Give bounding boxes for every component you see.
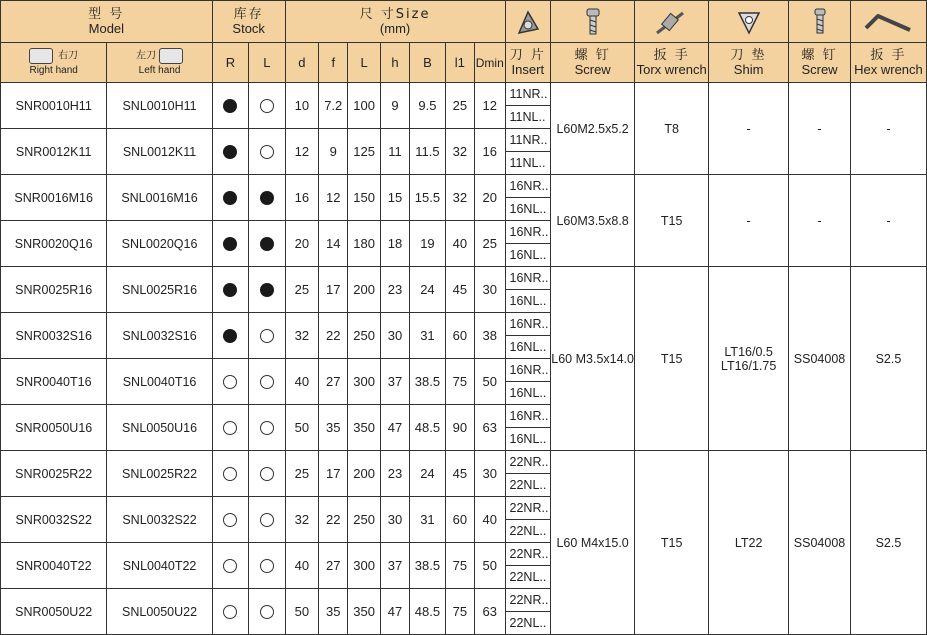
size-l_len: 350 <box>348 589 380 635</box>
size-f: 7.2 <box>319 83 348 129</box>
out-of-stock-dot <box>223 605 237 619</box>
model-left: SNL0032S22 <box>107 497 212 543</box>
right-hand-cn: 右刀 <box>58 50 79 62</box>
in-stock-dot <box>260 237 274 251</box>
left-hand-header <box>107 43 212 83</box>
size-d: 16 <box>285 175 318 221</box>
screw2-value: SS04008 <box>789 267 851 451</box>
size-l1: 40 <box>445 221 474 267</box>
col-header-f: f <box>319 43 348 83</box>
out-of-stock-dot <box>260 421 274 435</box>
size-d: 50 <box>285 405 318 451</box>
model-left: SNL0040T16 <box>107 359 212 405</box>
hex-value: - <box>850 83 926 175</box>
insert-left: 22NL.. <box>505 566 551 589</box>
model-right: SNR0025R16 <box>1 267 107 313</box>
model-right: SNR0032S22 <box>1 497 107 543</box>
model-right: SNR0020Q16 <box>1 221 107 267</box>
model-header-cn: 型 号 <box>88 6 125 22</box>
in-stock-dot <box>223 99 237 113</box>
stock-l <box>249 175 285 221</box>
model-right: SNR0050U22 <box>1 589 107 635</box>
size-l1: 32 <box>445 175 474 221</box>
size-dmin: 50 <box>475 359 505 405</box>
stock-l <box>249 451 285 497</box>
screw-value: L60 M4x15.0 <box>551 451 635 635</box>
torx-value: T15 <box>635 451 709 635</box>
shim-value <box>709 267 789 451</box>
out-of-stock-dot <box>260 99 274 113</box>
shim-value-line: - <box>746 213 751 228</box>
in-stock-dot <box>223 329 237 343</box>
size-d: 25 <box>285 451 318 497</box>
size-l1: 60 <box>445 497 474 543</box>
insert-right: 22NR.. <box>505 589 551 612</box>
stock-r <box>212 129 248 175</box>
shim-icon-cell <box>709 1 789 43</box>
size-b: 31 <box>410 313 445 359</box>
hex-header-cn: 扳 手 <box>870 47 907 63</box>
size-l_len: 125 <box>348 129 380 175</box>
size-header-label: 尺 寸Size <box>359 6 431 22</box>
screw2-header-cn: 螺 钉 <box>801 47 838 63</box>
hex-header-en: Hex wrench <box>854 61 923 77</box>
size-f: 17 <box>319 267 348 313</box>
insert-left: 11NL.. <box>505 106 551 129</box>
model-left: SNL0040T22 <box>107 543 212 589</box>
insert-left: 11NL.. <box>505 152 551 175</box>
torx-wrench-icon <box>651 7 693 37</box>
shim-value <box>709 175 789 267</box>
size-l1: 32 <box>445 129 474 175</box>
screw-value: L60 M3.5x14.0 <box>551 267 635 451</box>
shim-header-en: Shim <box>733 61 764 77</box>
out-of-stock-dot <box>260 375 274 389</box>
size-dmin: 40 <box>475 497 505 543</box>
size-h: 30 <box>380 313 409 359</box>
insert-left: 16NL.. <box>505 336 551 359</box>
model-right: SNR0012K11 <box>1 129 107 175</box>
model-left: SNL0016M16 <box>107 175 212 221</box>
in-stock-dot <box>223 283 237 297</box>
insert-header-en: Insert <box>511 61 545 77</box>
torx-header-en: Torx wrench <box>636 61 707 77</box>
stock-header-en: Stock <box>232 20 265 36</box>
shim-icon <box>734 7 764 37</box>
size-l1: 45 <box>445 451 474 497</box>
size-b: 24 <box>410 451 445 497</box>
size-b: 9.5 <box>410 83 445 129</box>
out-of-stock-dot <box>260 605 274 619</box>
size-l_len: 200 <box>348 451 380 497</box>
screw2-header-en: Screw <box>801 61 838 77</box>
size-d: 40 <box>285 543 318 589</box>
size-d: 50 <box>285 589 318 635</box>
size-dmin: 50 <box>475 543 505 589</box>
insert-right: 22NR.. <box>505 451 551 474</box>
in-stock-dot <box>223 237 237 251</box>
in-stock-dot <box>260 191 274 205</box>
screw2-value: SS04008 <box>789 451 851 635</box>
size-l_len: 250 <box>348 313 380 359</box>
in-stock-dot <box>223 191 237 205</box>
size-l_len: 180 <box>348 221 380 267</box>
out-of-stock-dot <box>260 513 274 527</box>
size-l_len: 300 <box>348 359 380 405</box>
model-right: SNR0032S16 <box>1 313 107 359</box>
size-l_len: 100 <box>348 83 380 129</box>
size-l_len: 350 <box>348 405 380 451</box>
size-h: 11 <box>380 129 409 175</box>
size-h: 9 <box>380 83 409 129</box>
stock-r <box>212 175 248 221</box>
hex-header <box>850 43 926 83</box>
out-of-stock-dot <box>260 467 274 481</box>
size-l_len: 300 <box>348 543 380 589</box>
insert-left: 16NL.. <box>505 382 551 405</box>
insert-left: 22NL.. <box>505 612 551 635</box>
stock-r <box>212 451 248 497</box>
size-b: 38.5 <box>410 543 445 589</box>
insert-header-cn: 刀 片 <box>509 47 546 63</box>
size-f: 35 <box>319 589 348 635</box>
size-dmin: 38 <box>475 313 505 359</box>
shim-value <box>709 451 789 635</box>
size-h: 37 <box>380 359 409 405</box>
size-f: 12 <box>319 175 348 221</box>
insert-icon-cell <box>505 1 551 43</box>
insert-left: 16NL.. <box>505 290 551 313</box>
stock-header <box>212 1 285 43</box>
size-b: 48.5 <box>410 405 445 451</box>
size-dmin: 30 <box>475 451 505 497</box>
out-of-stock-dot <box>260 145 274 159</box>
size-h: 37 <box>380 543 409 589</box>
size-d: 10 <box>285 83 318 129</box>
model-left: SNL0010H11 <box>107 83 212 129</box>
size-dmin: 20 <box>475 175 505 221</box>
screw-value: L60M2.5x5.2 <box>551 83 635 175</box>
insert-left: 22NL.. <box>505 474 551 497</box>
size-dmin: 63 <box>475 589 505 635</box>
size-l1: 90 <box>445 405 474 451</box>
insert-right: 16NR.. <box>505 359 551 382</box>
size-b: 24 <box>410 267 445 313</box>
size-b: 15.5 <box>410 175 445 221</box>
screw-icon-cell <box>551 1 635 43</box>
right-hand-header <box>1 43 107 83</box>
screw-header-cn: 螺 钉 <box>574 47 611 63</box>
size-f: 22 <box>319 497 348 543</box>
size-d: 20 <box>285 221 318 267</box>
size-f: 27 <box>319 543 348 589</box>
stock-r <box>212 359 248 405</box>
screw2-icon-cell <box>789 1 851 43</box>
model-right: SNR0040T16 <box>1 359 107 405</box>
torx-value: T8 <box>635 83 709 175</box>
size-d: 40 <box>285 359 318 405</box>
in-stock-dot <box>260 283 274 297</box>
screw2-header <box>789 43 851 83</box>
model-left: SNL0025R16 <box>107 267 212 313</box>
torx-wrench-icon-cell <box>635 1 709 43</box>
out-of-stock-dot <box>260 329 274 343</box>
size-d: 32 <box>285 497 318 543</box>
model-header-en: Model <box>88 20 125 36</box>
size-f: 17 <box>319 451 348 497</box>
size-h: 23 <box>380 267 409 313</box>
model-right: SNR0016M16 <box>1 175 107 221</box>
size-header-unit: (mm) <box>379 20 411 36</box>
insert-left: 16NL.. <box>505 244 551 267</box>
out-of-stock-dot <box>223 559 237 573</box>
stock-r <box>212 267 248 313</box>
size-h: 23 <box>380 451 409 497</box>
size-dmin: 63 <box>475 405 505 451</box>
stock-l <box>249 267 285 313</box>
stock-l <box>249 497 285 543</box>
model-left: SNL0050U16 <box>107 405 212 451</box>
stock-r <box>212 589 248 635</box>
table-row <box>1 175 927 198</box>
size-f: 27 <box>319 359 348 405</box>
model-left: SNL0032S16 <box>107 313 212 359</box>
model-right: SNR0025R22 <box>1 451 107 497</box>
model-left: SNL0025R22 <box>107 451 212 497</box>
size-d: 32 <box>285 313 318 359</box>
insert-right: 11NR.. <box>505 129 551 152</box>
out-of-stock-dot <box>223 375 237 389</box>
stock-l <box>249 221 285 267</box>
stock-l <box>249 405 285 451</box>
table-row <box>1 451 927 474</box>
right-hand-en: Right hand <box>29 64 78 76</box>
insert-right: 16NR.. <box>505 267 551 290</box>
stock-r <box>212 405 248 451</box>
col-header-dmin: Dmin <box>475 43 505 83</box>
size-l1: 25 <box>445 83 474 129</box>
screw2-value: - <box>789 175 851 267</box>
size-l1: 75 <box>445 543 474 589</box>
size-b: 11.5 <box>410 129 445 175</box>
size-l1: 75 <box>445 589 474 635</box>
insert-right: 22NR.. <box>505 543 551 566</box>
stock-l <box>249 129 285 175</box>
shim-header-cn: 刀 垫 <box>730 47 767 63</box>
size-l_len: 150 <box>348 175 380 221</box>
size-dmin: 16 <box>475 129 505 175</box>
right-hand-tool-icon <box>29 48 53 64</box>
size-b: 31 <box>410 497 445 543</box>
model-right: SNR0040T22 <box>1 543 107 589</box>
size-dmin: 25 <box>475 221 505 267</box>
size-f: 9 <box>319 129 348 175</box>
insert-right: 11NR.. <box>505 83 551 106</box>
insert-right: 16NR.. <box>505 221 551 244</box>
insert-left: 16NL.. <box>505 198 551 221</box>
size-dmin: 12 <box>475 83 505 129</box>
shim-header <box>709 43 789 83</box>
shim-value-line: LT16/1.75 <box>720 358 777 373</box>
stock-r <box>212 221 248 267</box>
size-f: 22 <box>319 313 348 359</box>
size-l1: 60 <box>445 313 474 359</box>
size-h: 18 <box>380 221 409 267</box>
shim-value <box>709 83 789 175</box>
torx-header <box>635 43 709 83</box>
stock-r <box>212 83 248 129</box>
stock-l <box>249 83 285 129</box>
table-row <box>1 267 927 290</box>
col-header-h: h <box>380 43 409 83</box>
screw-icon <box>583 7 603 37</box>
stock-r <box>212 497 248 543</box>
out-of-stock-dot <box>260 559 274 573</box>
insert-right: 22NR.. <box>505 497 551 520</box>
col-header-length: L <box>348 43 380 83</box>
left-hand-en: Left hand <box>138 64 181 76</box>
table-row <box>1 83 927 106</box>
torx-value: T15 <box>635 267 709 451</box>
model-right: SNR0010H11 <box>1 83 107 129</box>
stock-l <box>249 589 285 635</box>
col-header-b: B <box>410 43 445 83</box>
in-stock-dot <box>223 145 237 159</box>
torx-value: T15 <box>635 175 709 267</box>
col-header-d: d <box>285 43 318 83</box>
torx-header-cn: 扳 手 <box>653 47 690 63</box>
insert-right: 16NR.. <box>505 175 551 198</box>
size-h: 47 <box>380 405 409 451</box>
stock-l <box>249 543 285 589</box>
stock-r <box>212 313 248 359</box>
hex-value: S2.5 <box>850 451 926 635</box>
col-header-l: L <box>249 43 285 83</box>
left-hand-tool-icon <box>159 48 183 64</box>
size-h: 47 <box>380 589 409 635</box>
size-dmin: 30 <box>475 267 505 313</box>
insert-left: 16NL.. <box>505 428 551 451</box>
size-f: 35 <box>319 405 348 451</box>
insert-left: 22NL.. <box>505 520 551 543</box>
insert-right: 16NR.. <box>505 313 551 336</box>
shim-value-line: LT16/0.5 <box>724 344 773 359</box>
out-of-stock-dot <box>223 467 237 481</box>
out-of-stock-dot <box>223 421 237 435</box>
set-screw-icon <box>810 7 830 37</box>
shim-value-line: LT22 <box>734 535 763 550</box>
size-d: 25 <box>285 267 318 313</box>
left-hand-cn: 左刀 <box>136 50 157 62</box>
size-b: 19 <box>410 221 445 267</box>
model-header <box>1 1 213 43</box>
size-l_len: 250 <box>348 497 380 543</box>
screw-header <box>551 43 635 83</box>
col-header-r: R <box>212 43 248 83</box>
size-f: 14 <box>319 221 348 267</box>
hex-wrench-icon-cell <box>850 1 926 43</box>
hex-wrench-icon <box>860 10 916 34</box>
model-right: SNR0050U16 <box>1 405 107 451</box>
out-of-stock-dot <box>223 513 237 527</box>
size-b: 38.5 <box>410 359 445 405</box>
size-l_len: 200 <box>348 267 380 313</box>
size-header <box>285 1 505 43</box>
screw-value: L60M3.5x8.8 <box>551 175 635 267</box>
size-h: 15 <box>380 175 409 221</box>
col-header-l1: l1 <box>445 43 474 83</box>
shim-value-line: - <box>746 121 751 136</box>
model-left: SNL0050U22 <box>107 589 212 635</box>
stock-r <box>212 543 248 589</box>
screw-header-en: Screw <box>574 61 611 77</box>
spec-table-body <box>1 83 927 635</box>
size-h: 30 <box>380 497 409 543</box>
insert-header <box>505 43 551 83</box>
insert-icon <box>513 7 543 37</box>
stock-l <box>249 313 285 359</box>
size-d: 12 <box>285 129 318 175</box>
model-left: SNL0012K11 <box>107 129 212 175</box>
size-b: 48.5 <box>410 589 445 635</box>
size-l1: 75 <box>445 359 474 405</box>
size-l1: 45 <box>445 267 474 313</box>
stock-header-cn: 库存 <box>233 6 264 22</box>
model-left: SNL0020Q16 <box>107 221 212 267</box>
stock-l <box>249 359 285 405</box>
hex-value: - <box>850 175 926 267</box>
insert-right: 16NR.. <box>505 405 551 428</box>
hex-value: S2.5 <box>850 267 926 451</box>
screw2-value: - <box>789 83 851 175</box>
